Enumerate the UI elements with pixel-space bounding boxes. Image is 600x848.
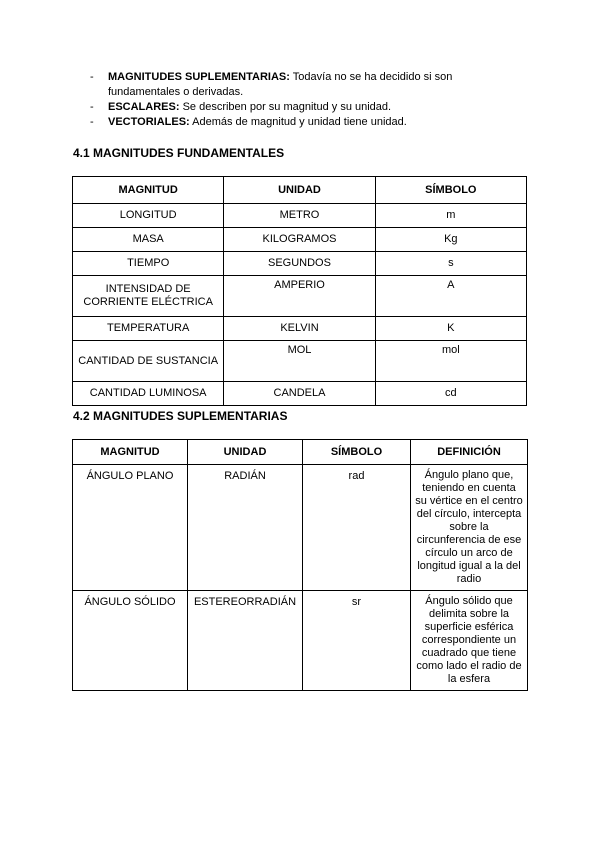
table-cell: cd [375, 382, 526, 406]
column-header: UNIDAD [188, 440, 303, 465]
table-cell: CANDELA [224, 382, 375, 406]
table-cell: TEMPERATURA [73, 317, 224, 341]
table-cell: mol [375, 341, 526, 382]
table-row [73, 317, 527, 341]
table-cell: AMPERIO [224, 276, 375, 317]
bullet-term: VECTORIALES: [108, 116, 190, 128]
table-cell: sr [303, 591, 411, 691]
bullet-item [90, 70, 490, 100]
table-magnitudes-suplementarias [72, 439, 528, 691]
bullet-text: Además de magnitud y unidad tiene unidad. [189, 116, 407, 128]
bullet-marker: - [90, 101, 94, 113]
table-header-row [73, 177, 527, 204]
table-cell: ÁNGULO PLANO [73, 465, 188, 591]
table-cell: LONGITUD [73, 204, 224, 228]
table-row [73, 382, 527, 406]
table-cell: ÁNGULO SÓLIDO [73, 591, 188, 691]
table-cell: SEGUNDOS [224, 252, 375, 276]
table-cell: MASA [73, 228, 224, 252]
table-cell: Kg [375, 228, 526, 252]
table-row [73, 252, 527, 276]
column-header: UNIDAD [224, 177, 375, 204]
bullet-item [90, 100, 490, 115]
bullet-marker: - [90, 71, 94, 83]
table-cell: A [375, 276, 526, 317]
table-cell: KELVIN [224, 317, 375, 341]
column-header: SÍMBOLO [303, 440, 411, 465]
table-cell: INTENSIDAD DE CORRIENTE ELÉCTRICA [73, 276, 224, 317]
section-title-suplementarias: 4.2 MAGNITUDES SUPLEMENTARIAS [73, 409, 288, 423]
table-row [73, 228, 527, 252]
table-cell: ESTEREORRADIÁN [188, 591, 303, 691]
bullet-term: MAGNITUDES SUPLEMENTARIAS: [108, 71, 290, 83]
table-cell: TIEMPO [73, 252, 224, 276]
bullet-item [90, 115, 490, 130]
bullet-text: Todavía no se ha decidido si son fundamentales o derivadas. [108, 71, 453, 98]
table-cell: rad [303, 465, 411, 591]
table-cell: METRO [224, 204, 375, 228]
table-cell: CANTIDAD LUMINOSA [73, 382, 224, 406]
table-cell: RADIÁN [188, 465, 303, 591]
table-cell-definition: Ángulo sólido que delimita sobre la superficie esférica correspondiente un cuadrado que tiene como lado el radio de la esfera [411, 591, 528, 691]
table-cell: s [375, 252, 526, 276]
table-cell: CANTIDAD DE SUSTANCIA [73, 341, 224, 382]
table-row [73, 591, 528, 691]
column-header: MAGNITUD [73, 177, 224, 204]
section-title-fundamentales: 4.1 MAGNITUDES FUNDAMENTALES [73, 146, 285, 160]
bullet-text: Se describen por su magnitud y su unidad. [179, 101, 392, 113]
bullet-term: ESCALARES: [108, 101, 180, 113]
table-cell: KILOGRAMOS [224, 228, 375, 252]
table-row [73, 276, 527, 317]
table-cell: K [375, 317, 526, 341]
table-header-row [73, 440, 528, 465]
table-magnitudes-fundamentales [72, 176, 527, 406]
table-cell: m [375, 204, 526, 228]
bullet-list [90, 70, 490, 130]
column-header: DEFINICIÓN [411, 440, 528, 465]
column-header: SÍMBOLO [375, 177, 526, 204]
column-header: MAGNITUD [73, 440, 188, 465]
bullet-marker: - [90, 116, 94, 128]
table-cell: MOL [224, 341, 375, 382]
table-cell-definition: Ángulo plano que, teniendo en cuenta su vértice en el centro del círculo, intercepta sobre la circunferencia de ese círculo un arco de longitud igual a la del radio [411, 465, 528, 591]
table-row [73, 465, 528, 591]
table-row [73, 341, 527, 382]
table-row [73, 204, 527, 228]
